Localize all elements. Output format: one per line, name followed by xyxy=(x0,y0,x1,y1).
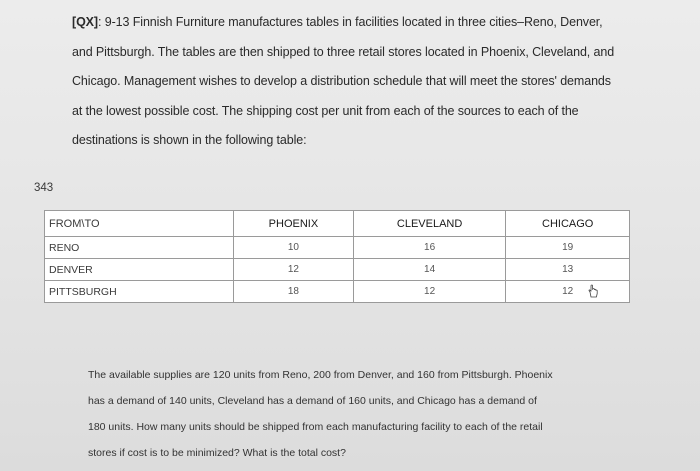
hand-pointer-icon xyxy=(587,284,601,298)
cost-cell: 16 xyxy=(353,237,505,259)
table-row xyxy=(45,259,630,281)
intro-line-1-text: : 9-13 Finnish Furniture manufactures tables in facilities located in three cities–Reno, Denver, xyxy=(98,15,603,29)
header-from-to: FROM\TO xyxy=(45,211,234,237)
cost-cell: 10 xyxy=(234,237,354,259)
header-chicago: CHICAGO xyxy=(506,211,630,237)
header-cleveland: CLEVELAND xyxy=(353,211,505,237)
intro-line-3: Chicago. Management wishes to develop a distribution schedule that will meet the stores' demands xyxy=(72,74,611,88)
question-line-2: has a demand of 140 units, Cleveland has a demand of 160 units, and Chicago has a demand of xyxy=(88,395,537,407)
table-row xyxy=(45,281,630,303)
table-header-row xyxy=(45,211,630,237)
question-line-1: The available supplies are 120 units from Reno, 200 from Denver, and 160 from Pittsburgh. Phoenix xyxy=(88,369,553,381)
question-tag: [QX] xyxy=(72,15,98,29)
intro-line-1 xyxy=(72,8,672,38)
cost-cell: 12 xyxy=(353,281,505,303)
question-line-4: stores if cost is to be minimized? What is the total cost? xyxy=(88,447,346,459)
origin-cell: RENO xyxy=(45,237,234,259)
origin-cell: PITTSBURGH xyxy=(45,281,234,303)
shipping-cost-table xyxy=(44,210,630,303)
origin-cell: DENVER xyxy=(45,259,234,281)
cost-cell: 12 xyxy=(234,259,354,281)
problem-question xyxy=(88,362,648,466)
intro-line-2: and Pittsburgh. The tables are then shipped to three retail stores located in Phoenix, Cleveland, and xyxy=(72,44,615,59)
cost-cell: 14 xyxy=(353,259,505,281)
cost-cell: 12 xyxy=(506,281,630,303)
cost-cell: 19 xyxy=(506,237,630,259)
cost-cell: 18 xyxy=(234,281,354,303)
header-phoenix: PHOENIX xyxy=(234,211,354,237)
intro-line-4: at the lowest possible cost. The shipping cost per unit from each of the sources to each of the xyxy=(72,103,579,118)
page-number: 343 xyxy=(34,182,54,194)
question-line-3: 180 units. How many units should be shipped from each manufacturing facility to each of the retail xyxy=(88,421,543,433)
table-row xyxy=(45,237,630,259)
intro-line-5: destinations is shown in the following table: xyxy=(72,133,307,147)
problem-intro xyxy=(72,8,672,156)
cost-cell: 13 xyxy=(506,259,630,281)
